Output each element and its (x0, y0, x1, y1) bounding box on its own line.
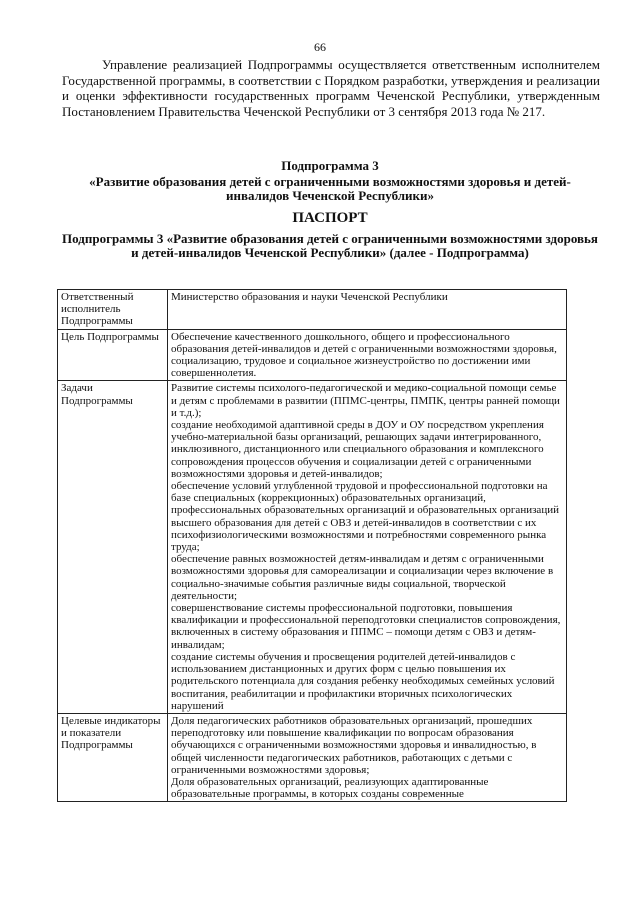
passport-title: Подпрограммы 3 «Развитие образования детей с ограниченными возможностями здоровья и детей-инвалидов Чеченской Республики» (далее - Подпрограмма) (62, 231, 598, 260)
row-label: Целевые индикаторы и показатели Подпрограммы (58, 713, 168, 801)
row-label: Ответственный исполнитель Подпрограммы (58, 290, 168, 330)
row-value: Доля педагогических работников образовательных организаций, прошедших переподготовку или повышение квалификации по вопросам образования обучающихся с ограниченными возможностями здоровья и инвалидностью, в общей численности педагогических работников, работающих с детьми с ограниченными возможностями здоровья; Доля образовательных организаций, реализующих адаптированные образовательные программы, в которых созданы современные (168, 713, 567, 801)
row-label: Задачи Подпрограммы (58, 381, 168, 713)
table-row (58, 290, 567, 330)
table-row (58, 329, 567, 381)
row-value: Министерство образования и науки Чеченской Республики (168, 290, 567, 330)
table-row (58, 381, 567, 713)
table-row (58, 713, 567, 801)
row-label: Цель Подпрограммы (58, 329, 168, 381)
passport-heading: ПАСПОРТ (292, 210, 368, 226)
subprogram-heading: Подпрограмма 3 (281, 158, 379, 173)
intro-paragraph: Управление реализацией Подпрограммы осуществляется ответственным исполнителем Государственной программы, в соответствии с Порядком разработки, утверждения и реализации и оценки эффективности государственных программ Чеченской Республики, утвержденным Постановлением Правительства Чеченской Республики от 3 сентября 2013 года № 217. (62, 57, 600, 119)
row-value: Обеспечение качественного дошкольного, общего и профессионального образования детей-инвалидов и детей с ограниченными возможностями здоровья, социализацию, трудовое и социальное жизнеустройство по достижении ими совершеннолетия. (168, 329, 567, 381)
passport-table (57, 289, 567, 802)
subprogram-title: «Развитие образования детей с ограниченными возможностями здоровья и детей-инвалидов Чеченской Республики» (89, 174, 571, 203)
page-number: 66 (314, 40, 326, 54)
row-value: Развитие системы психолого-педагогической и медико-социальной помощи семье и детям с проблемами в развитии (ППМС-центры, ПМПК, центры ранней помощи и т.д.); создание необходимой адаптивной среды в ДОУ и ОУ посредством укрепления учебно-материальной базы организаций, решающих задачи интегрированного, инклюзивного, дистанционного или специального образования и комплексного сопровождения процессов обучения и социализации детей с ограниченными возможностями здоровья и детей-инвалидов; обеспечение условий углубленной трудовой и профессиональной подготовки на базе специальных (коррекционных) образовательных организаций, профессиональных образовательных организаций и образовательных организаций высшего образования для детей с ОВЗ и детей-инвалидов в соответствии с их психофизиологическими возможностями и потребностями современного рынка труда; обеспечение равных возможностей детям-инвалидам и детям с ограниченными возможностями здоровья для самореализации и социализации через включение в социально-значимые события различные виды социальной, творческой деятельности; совершенствование системы профессиональной подготовки, повышения квалификации и профессиональной переподготовки специалистов сопровождения, включенных в систему образования и ППМС – помощи детям с ОВЗ и детям-инвалидам; создание системы обучения и просвещения родителей детей-инвалидов с использованием дистанционных и других форм с целью повышения их родительского потенциала для создания ребенку необходимых семейных условий воспитания, реабилитации и профилактики вторичных психологических нарушений (168, 381, 567, 713)
